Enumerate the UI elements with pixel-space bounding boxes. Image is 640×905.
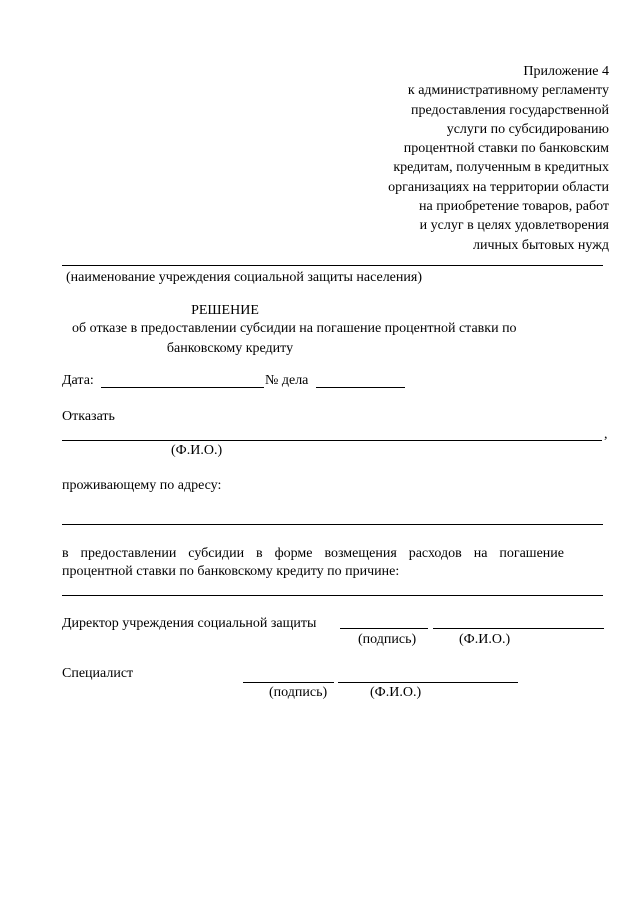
- address-field[interactable]: [62, 524, 603, 525]
- appendix-line: кредитам, полученным в кредитных: [393, 160, 609, 176]
- specialist-signature-caption: (подпись): [269, 685, 328, 700]
- reason-line2: процентной ставки по банковскому кредиту по причине:: [62, 564, 400, 579]
- appendix-header: [388, 62, 609, 255]
- date-label: Дата:: [62, 373, 94, 388]
- specialist-fio-field[interactable]: [338, 682, 518, 683]
- date-field[interactable]: [101, 387, 264, 388]
- refuse-label: Отказать: [62, 409, 115, 424]
- director-label: Директор учреждения социальной защиты: [62, 616, 317, 631]
- decision-subtitle-line1: об отказе в предоставлении субсидии на погашение процентной ставки по: [72, 321, 517, 336]
- address-label: проживающему по адресу:: [62, 478, 222, 493]
- specialist-fio-caption: (Ф.И.О.): [370, 685, 422, 700]
- specialist-signature-field[interactable]: [243, 682, 334, 683]
- reason-field[interactable]: [62, 595, 603, 596]
- appendix-line: организациях на территории области: [388, 179, 609, 195]
- case-number-field[interactable]: [316, 387, 405, 388]
- decision-title: РЕШЕНИЕ: [191, 303, 259, 318]
- refuse-fio-field[interactable]: [62, 440, 602, 441]
- refuse-fio-caption: (Ф.И.О.): [171, 443, 223, 458]
- appendix-line: к административному регламенту: [407, 83, 609, 99]
- refuse-trailing-comma: ,: [604, 427, 608, 442]
- specialist-label: Специалист: [62, 666, 134, 681]
- director-fio-field[interactable]: [433, 628, 604, 629]
- appendix-line: услуги по субсидированию: [446, 121, 609, 137]
- institution-name-line[interactable]: [62, 265, 603, 266]
- appendix-line: и услуг в целях удовлетворения: [419, 218, 609, 234]
- reason-line1: в предоставлении субсидии в форме возмещения расходов на погашение: [62, 546, 564, 561]
- director-fio-caption: (Ф.И.О.): [459, 632, 511, 647]
- decision-subtitle-line2: банковскому кредиту: [166, 341, 294, 356]
- institution-caption: (наименование учреждения социальной защиты населения): [66, 270, 422, 285]
- appendix-line: предоставления государственной: [410, 102, 609, 118]
- director-signature-field[interactable]: [340, 628, 428, 629]
- appendix-line: процентной ставки по банковским: [403, 141, 609, 157]
- appendix-line: личных бытовых нужд: [472, 237, 609, 253]
- case-number-label: № дела: [265, 373, 309, 388]
- director-signature-caption: (подпись): [358, 632, 417, 647]
- appendix-line: Приложение 4: [523, 64, 609, 79]
- appendix-line: на приобретение товаров, работ: [418, 199, 609, 215]
